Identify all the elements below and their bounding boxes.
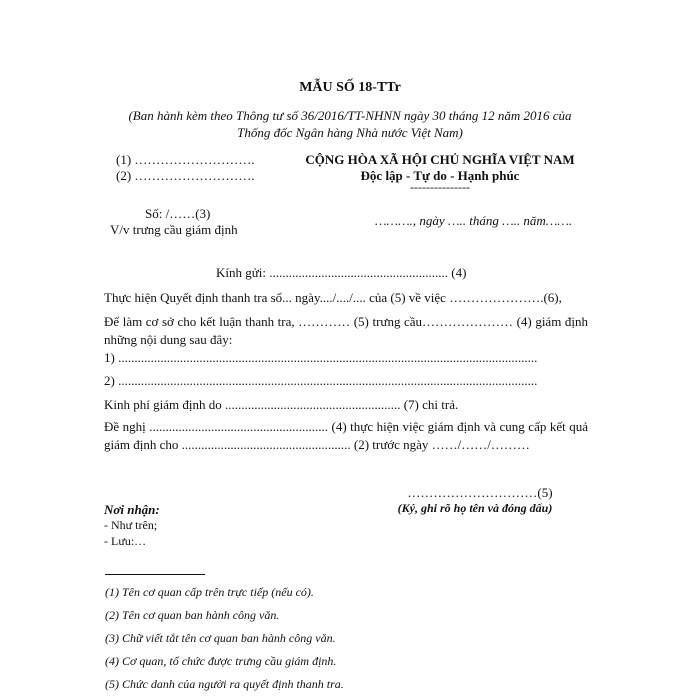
- basis-paragraph: Để làm cơ sở cho kết luận thanh tra, ………… (5) trưng cầu………………… (4) giám định những nội dung sau đây:: [104, 314, 588, 347]
- national-motto: Độc lập - Tự do - Hạnh phúc: [360, 168, 520, 183]
- form-subtitle: [0, 107, 700, 141]
- footnote-2: (2) Tên cơ quan ban hành công văn.: [105, 608, 280, 622]
- footnote-3: (3) Chữ viết tắt tên cơ quan ban hành công văn.: [105, 631, 336, 645]
- recipients-label: Nơi nhận:: [104, 502, 160, 517]
- footnote-1: (1) Tên cơ quan cấp trên trực tiếp (nếu có).: [105, 585, 314, 599]
- cost-line: Kinh phí giám định do ...................................................... (7) chi trả.: [104, 397, 459, 412]
- signature-note: (Ký, ghi rõ họ tên và đóng dấu): [397, 501, 553, 515]
- motto-underline: ---------------: [410, 180, 470, 194]
- subtitle-line-1: (Ban hành kèm theo Thông tư số 36/2016/TT-NHNN ngày 30 tháng 12 năm 2016 của: [128, 108, 572, 123]
- subtitle-line-2: Thống đốc Ngân hàng Nhà nước Việt Nam): [237, 125, 463, 140]
- content-item-1: 1) .................................................................................................................................: [104, 350, 538, 365]
- agency-line-2: (2) ……………………….: [116, 168, 255, 183]
- form-title: MẪU SỐ 18-TTr: [299, 80, 401, 95]
- country-name: CỘNG HÒA XÃ HỘI CHỦ NGHĨA VIỆT NAM: [305, 152, 575, 167]
- footnote-divider: [105, 574, 205, 575]
- content-item-2: 2) .................................................................................................................................: [104, 373, 538, 388]
- recipient-line: Kính gửi: ....................................................... (4): [216, 265, 467, 280]
- recipient-item-1: - Như trên;: [104, 518, 158, 532]
- document-subject: V/v trưng cầu giám định: [110, 222, 238, 237]
- recipient-item-2: - Lưu:…: [104, 534, 147, 548]
- footnote-4: (4) Cơ quan, tổ chức được trưng cầu giám định.: [105, 654, 337, 668]
- date-line: ………., ngày ….. tháng ….. năm…….: [375, 213, 573, 228]
- request-paragraph: Đề nghị ....................................................... (4) thực hiện việc giám định và cung cấp kết quả giám định cho .................................................... (2) trước ngày ……/……/………: [104, 419, 588, 452]
- agency-line-1: (1) ……………………….: [116, 152, 255, 167]
- document-number: Số: /……(3): [145, 206, 211, 221]
- footnote-5: (5) Chức danh của người ra quyết định thanh tra.: [105, 677, 344, 691]
- decision-line: Thực hiện Quyết định thanh tra số... ngày..../..../.... của (5) về việc ………………….(6),: [104, 290, 562, 305]
- signature-line: …………………………(5): [407, 485, 553, 500]
